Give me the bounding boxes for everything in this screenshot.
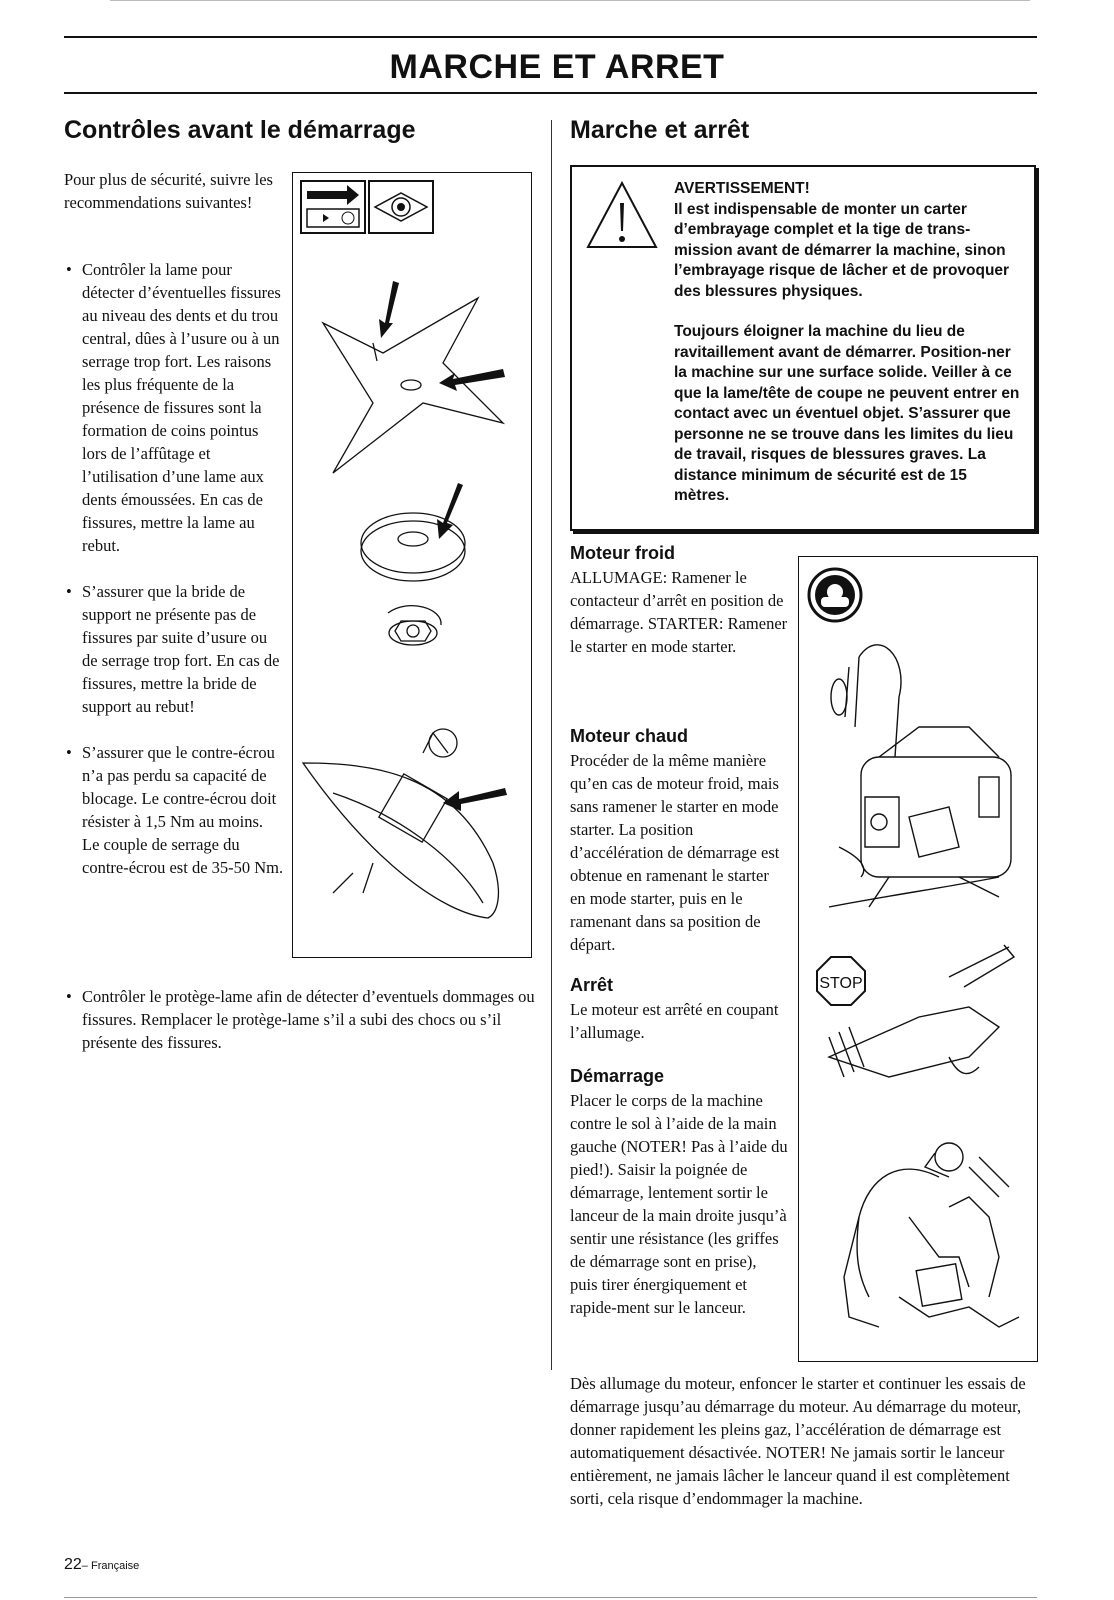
bullet-guard-check: • Contrôler le protège-lame afin de détecter d’eventuels dommages ou fissures. Remplacer le protège-lame s’il a subi des chocs ou s’il présente des fissures.	[64, 985, 552, 1054]
guard-arrow	[443, 788, 507, 811]
blade-inspection-figure	[292, 172, 532, 958]
column-separator	[551, 120, 552, 1370]
bullet-nut-check: • S’assurer que le contre-écrou n’a pas perdu sa capacité de blocage. Le contre-écrou doit résister à 1,5 Nm au moins. Le couple de serrage du contre-écrou est de 35-50 Nm.	[64, 741, 284, 879]
page-title: MARCHE ET ARRET	[389, 48, 725, 86]
warning-text	[674, 179, 1024, 527]
page-footer	[64, 1556, 139, 1574]
start-text: Placer le corps de la machine contre le sol à l’aide de la main gauche (NOTER! Pas à l’aide du pied!). Saisir la poignée de démarrage, lentement sortir le lanceur de la main droite jusqu’à sentir une résistance (les griffes de démarrage sont en prise), puis tirer énergiquement et rapide-ment sur le lanceur.	[570, 1091, 788, 1317]
warning-paragraph-2: Toujours éloigner la machine du lieu de ravitaillement avant de démarrer. Position-ner la machine sur une surface solide. Veiller à ce que la lame/tête de coupe ne peuvent entrer en contact avec un éventuel objet. S’assurer que personne ne se trouve dans les limites du lieu de travail, risques de blessures graves. La distance minimum de sécurité est de 15 mètres.	[674, 323, 1020, 504]
top-edge-line	[110, 0, 1030, 1]
blade-inspection-illustrations	[293, 173, 531, 957]
bottom-edge-line	[64, 1597, 1037, 1598]
warning-title: AVERTISSEMENT!	[674, 180, 810, 197]
title-rule-bottom	[64, 92, 1037, 94]
cold-engine-heading: Moteur froid	[570, 543, 675, 563]
stop-text: Le moteur est arrêté en coupant l’allumage.	[570, 1000, 779, 1042]
page-number: 22	[64, 1556, 82, 1573]
right-heading: Marche et arrêt	[570, 116, 750, 144]
manual-symbol-icon	[301, 181, 365, 233]
footer-language: – Française	[81, 1560, 140, 1572]
blade-arrow-top	[379, 281, 399, 338]
stop-sign-label: STOP	[819, 975, 863, 992]
locknut-drawing	[388, 606, 441, 645]
left-intro: Pour plus de sécurité, suivre les recommendations suivantes!	[64, 170, 273, 212]
blade-arrow-center	[439, 369, 505, 391]
stop-sign-icon	[817, 957, 865, 1005]
start-heading: Démarrage	[570, 1066, 665, 1086]
left-heading: Contrôles avant le démarrage	[64, 116, 416, 144]
warm-engine-text: Procéder de la même manière qu’en cas de moteur froid, mais sans ramener le starter en mode starter. La position d’accélération de démarrage est obtenue en ramenant le starter en mode starter, puis en le ramenant dans sa position de départ.	[570, 751, 780, 954]
warm-engine-heading: Moteur chaud	[570, 726, 689, 746]
stop-heading: Arrêt	[570, 975, 614, 995]
flange-drawing	[361, 513, 465, 581]
warning-triangle-icon	[586, 179, 666, 259]
starting-illustrations	[799, 557, 1037, 1361]
title-rule-top	[64, 36, 1037, 38]
eye-protection-icon	[369, 181, 433, 233]
operator-drawing	[844, 1143, 1019, 1327]
bullet-blade-check: • Contrôler la lame pour détecter d’éventuelles fissures au niveau des dents et du trou central, dûes à l’usure ou à un serrage trop fort. Les raisons les plus fréquente de la présence de fissures sont la formation de coins pointus lors de l’affûtage et l’utilisation d’une lame aux dents émoussées. En cas de fissures, mettre la lame au rebut.	[64, 258, 284, 557]
guard-drawing	[303, 729, 498, 918]
bullet-flange-check: • S’assurer que la bride de support ne présente pas de fissures par suite d’usure ou de serrage trop fort. En cas de fissures, mettre la bride de support au rebut!	[64, 580, 284, 718]
left-bullet-list	[64, 258, 284, 902]
engine-drawing	[829, 645, 1011, 907]
blade-drawing	[323, 298, 503, 473]
warning-box	[570, 165, 1036, 531]
starting-procedure-figure	[798, 556, 1038, 1362]
warning-paragraph-1: Il est indispensable de monter un carter d’embrayage complet et la tige de trans-mission avant de démarrer la machine, sinon l’embrayage risque de lâcher et de provoquer des blessures physiques.	[674, 200, 1010, 300]
ear-protection-icon	[809, 569, 861, 621]
closing-paragraph: Dès allumage du moteur, enfoncer le starter et continuer les essais de démarrage jusqu’au démarrage du moteur. Au démarrage du moteur, donner rapidement les pleins gaz, l’accélération de démarrage est automatiquement désactivée. NOTER! Ne jamais sortir le lanceur entièrement, ne jamais lâcher le lanceur quand il est complètement sorti, cela risque d’endommager la machine.	[570, 1374, 1026, 1508]
cold-engine-text: ALLUMAGE: Ramener le contacteur d’arrêt en position de démarrage. STARTER: Ramener le starter en mode starter.	[570, 568, 788, 656]
